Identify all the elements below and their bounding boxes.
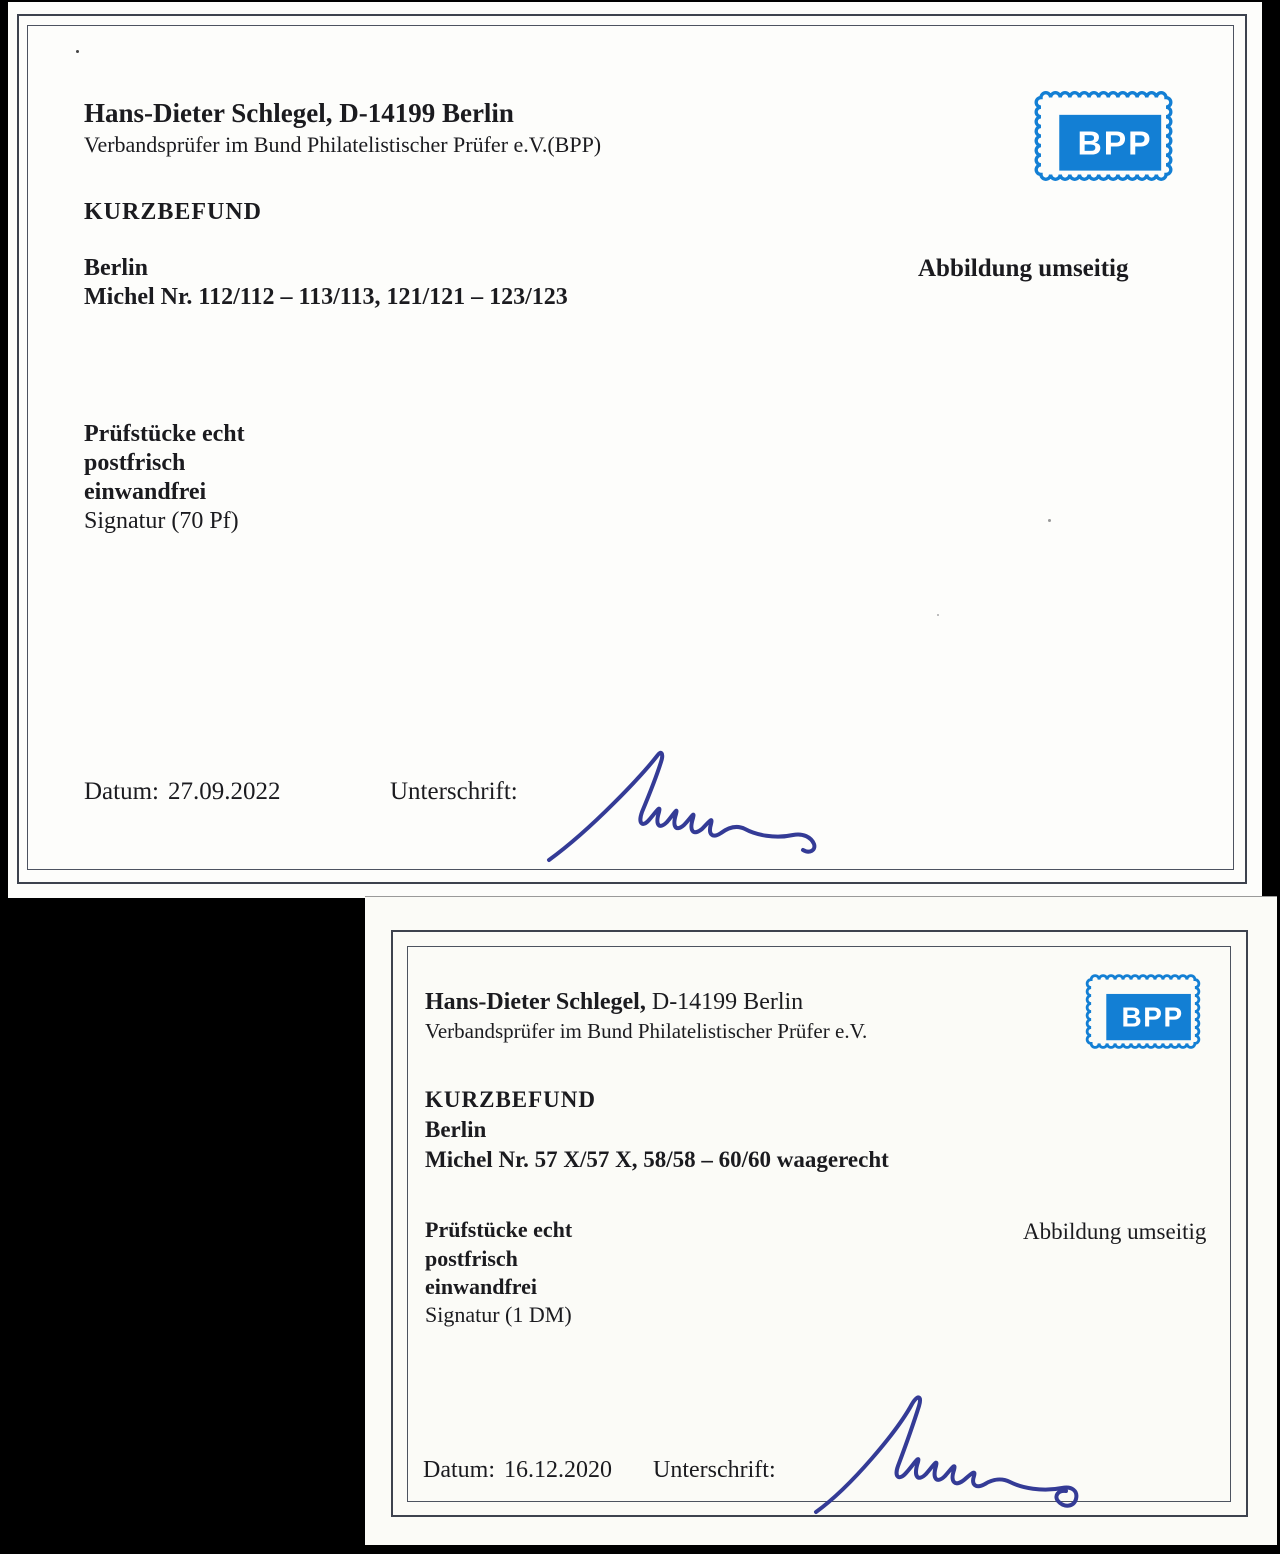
michel-line: Michel Nr. 112/112 – 113/113, 121/121 – 123/123	[84, 284, 568, 310]
finding-line: postfrisch	[84, 450, 186, 476]
examiner-name	[84, 98, 514, 129]
scan-speck	[76, 50, 79, 53]
date-value: 16.12.2020	[504, 1457, 612, 1483]
illustration-note: Abbildung umseitig	[1023, 1219, 1207, 1244]
signature-label: Unterschrift:	[390, 778, 518, 805]
examiner-name	[425, 989, 803, 1017]
document-type: KURZBEFUND	[84, 199, 263, 225]
finding-line: postfrisch	[425, 1246, 518, 1271]
signature-note: Signatur (70 Pf)	[84, 508, 239, 534]
date-label: Datum:	[84, 778, 159, 805]
certificate-1	[8, 2, 1262, 898]
bpp-logo-text: BPP	[1121, 1001, 1184, 1033]
date-value: 27.09.2022	[168, 778, 281, 805]
finding-line: einwandfrei	[425, 1274, 538, 1299]
signature-label: Unterschrift:	[653, 1457, 776, 1483]
signature-stroke	[549, 753, 814, 860]
finding-line: Prüfstücke echt	[425, 1217, 573, 1242]
certificate-2	[365, 897, 1277, 1545]
finding-line: Prüfstücke echt	[84, 421, 245, 447]
examiner-name-bold: Hans-Dieter Schlegel,	[425, 989, 646, 1015]
examiner-name-bold: Hans-Dieter Schlegel, D-14199 Berlin	[84, 98, 514, 128]
bpp-logo	[1082, 970, 1204, 1053]
date-label: Datum:	[423, 1457, 495, 1483]
area-line: Berlin	[84, 255, 148, 281]
michel-line: Michel Nr. 57 X/57 X, 58/58 – 60/60 waagerecht	[425, 1147, 889, 1172]
signature-stroke	[816, 1397, 1076, 1512]
examiner-role: Verbandsprüfer im Bund Philatelistischer Prüfer e.V.(BPP)	[84, 132, 602, 157]
handwritten-signature	[810, 1392, 1120, 1522]
illustration-note: Abbildung umseitig	[918, 255, 1129, 282]
signature-note: Signatur (1 DM)	[425, 1302, 572, 1327]
examiner-role: Verbandsprüfer im Bund Philatelistischer Prüfer e.V.	[425, 1019, 868, 1043]
document-type: KURZBEFUND	[425, 1087, 597, 1112]
bpp-logo	[1030, 86, 1177, 186]
date-line	[84, 778, 281, 807]
handwritten-signature	[543, 748, 828, 866]
area-line: Berlin	[425, 1117, 487, 1142]
date-line	[423, 1457, 612, 1485]
bpp-logo-text: BPP	[1077, 125, 1153, 163]
examiner-name-rest: D-14199 Berlin	[645, 989, 804, 1015]
finding-line: einwandfrei	[84, 479, 207, 505]
scan-speck	[937, 614, 939, 616]
scan-speck	[1048, 519, 1051, 522]
